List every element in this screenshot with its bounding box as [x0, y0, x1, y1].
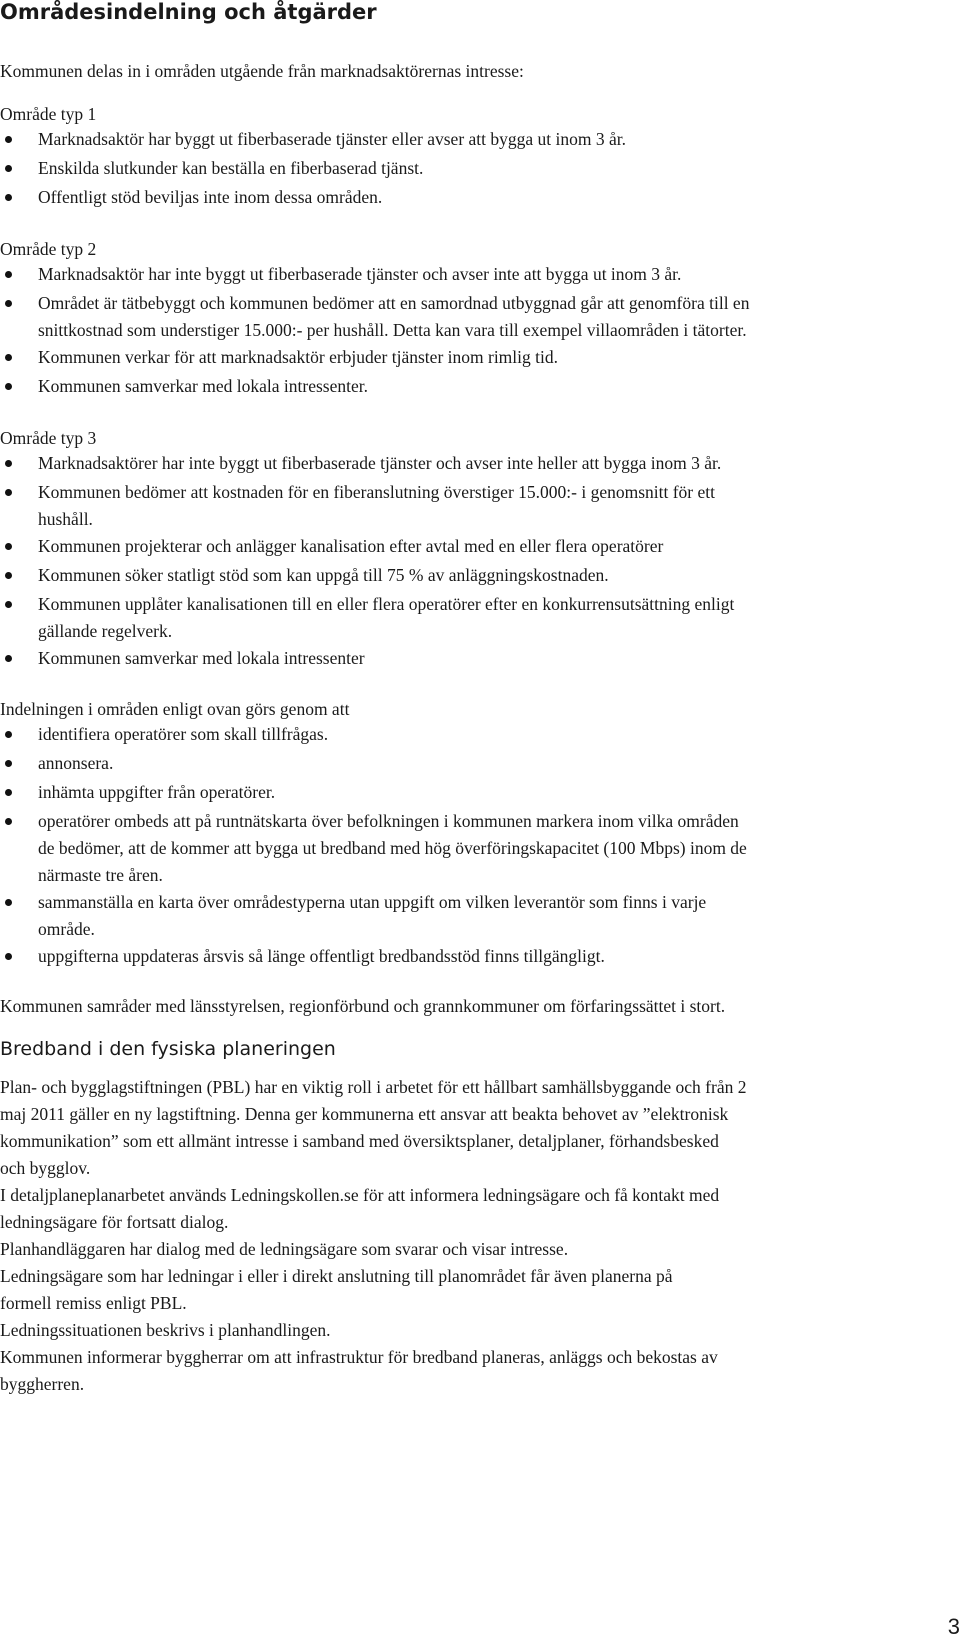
bullet-icon: [5, 354, 12, 361]
list-item: Marknadsaktör har inte byggt ut fiberbaserade tjänster och avser inte att bygga ut inom 3 år.: [38, 264, 682, 284]
bullet-icon: [5, 460, 12, 467]
bullet-icon: [5, 543, 12, 550]
division-intro: Indelningen i områden enligt ovan görs genom att: [0, 699, 350, 719]
paragraph-line: Ledningsägare som har ledningar i eller i direkt anslutning till planområdet får även planerna på: [0, 1266, 673, 1286]
type1-title: Område typ 1: [0, 104, 97, 124]
paragraph-line: ledningsägare för fortsatt dialog.: [0, 1212, 229, 1232]
list-item: Enskilda slutkunder kan beställa en fiberbaserad tjänst.: [38, 158, 424, 178]
list-item: inhämta uppgifter från operatörer.: [38, 782, 276, 802]
type3-title: Område typ 3: [0, 428, 97, 448]
bullet-icon: [5, 572, 12, 579]
bullet-icon: [5, 194, 12, 201]
paragraph-line: Kommunen informerar byggherrar om att infrastruktur för bredband planeras, anläggs och bekostas av: [0, 1347, 718, 1367]
list-item: Området är tätbebyggt och kommunen bedömer att en samordnad utbyggnad går att genomföra till en: [38, 293, 750, 313]
bullet-icon: [5, 655, 12, 662]
paragraph-line: Planhandläggaren har dialog med de ledningsägare som svarar och visar intresse.: [0, 1239, 569, 1259]
list-item-continuation: område.: [38, 919, 95, 939]
bullet-icon: [5, 760, 12, 767]
bullet-icon: [5, 789, 12, 796]
type2-title: Område typ 2: [0, 239, 97, 259]
list-item: Kommunen upplåter kanalisationen till en eller flera operatörer efter en konkurrensutsättning enligt: [38, 594, 735, 614]
list-item: Kommunen samverkar med lokala intressenter.: [38, 376, 368, 396]
bullet-icon: [5, 818, 12, 825]
bullet-icon: [5, 489, 12, 496]
bullet-icon: [5, 271, 12, 278]
list-item: sammanställa en karta över områdestyperna utan uppgift om vilken leverantör som finns i varje: [38, 892, 707, 912]
list-item-continuation: de bedömer, att de kommer att bygga ut bredband med hög överföringskapacitet (100 Mbps) inom de: [38, 838, 747, 858]
paragraph-line: formell remiss enligt PBL.: [0, 1293, 187, 1313]
paragraph-line: maj 2011 gäller en ny lagstiftning. Denna ger kommunerna ett ansvar att beakta behovet av ”elektronisk: [0, 1104, 729, 1124]
list-item: Kommunen bedömer att kostnaden för en fiberanslutning överstiger 15.000:- i genomsnitt för ett: [38, 482, 715, 502]
consult-text: Kommunen samråder med länsstyrelsen, regionförbund och grannkommuner om förfaringssättet i stort.: [0, 996, 726, 1016]
intro-text: Kommunen delas in i områden utgående från marknadsaktörernas intresse:: [0, 61, 524, 81]
list-item: uppgifterna uppdateras årsvis så länge offentligt bredbandsstöd finns tillgängligt.: [38, 946, 605, 966]
list-item: Kommunen söker statligt stöd som kan uppgå till 75 % av anläggningskostnaden.: [38, 565, 609, 585]
list-item: Marknadsaktör har byggt ut fiberbaserade tjänster eller avser att bygga ut inom 3 år.: [38, 129, 626, 149]
list-item-continuation: gällande regelverk.: [38, 621, 173, 641]
bullet-icon: [5, 601, 12, 608]
bullet-icon: [5, 136, 12, 143]
list-item: Kommunen projekterar och anlägger kanalisation efter avtal med en eller flera operatörer: [38, 536, 664, 556]
list-item-continuation: snittkostnad som understiger 15.000:- per hushåll. Detta kan vara till exempel villaområden i tätorter.: [38, 320, 747, 340]
subsection-heading: Bredband i den fysiska planeringen: [0, 1038, 336, 1060]
paragraph-line: Ledningssituationen beskrivs i planhandlingen.: [0, 1320, 331, 1340]
list-item: Kommunen verkar för att marknadsaktör erbjuder tjänster inom rimlig tid.: [38, 347, 558, 367]
bullet-icon: [5, 899, 12, 906]
list-item: identifiera operatörer som skall tillfrågas.: [38, 724, 329, 744]
section-heading: Områdesindelning och åtgärder: [0, 0, 377, 24]
paragraph-line: I detaljplaneplanarbetet används Ledningskollen.se för att informera ledningsägare och få kontakt med: [0, 1185, 720, 1205]
list-item: operatörer ombeds att på runtnätskarta över befolkningen i kommunen markera inom vilka områden: [38, 811, 739, 831]
bullet-icon: [5, 731, 12, 738]
paragraph-line: Plan- och bygglagstiftningen (PBL) har en viktig roll i arbetet för ett hållbart samhällsbyggande och från 2: [0, 1077, 747, 1097]
list-item: Marknadsaktörer har inte byggt ut fiberbaserade tjänster och avser inte heller att bygga inom 3 år.: [38, 453, 722, 473]
list-item: Offentligt stöd beviljas inte inom dessa områden.: [38, 187, 383, 207]
bullet-icon: [5, 953, 12, 960]
paragraph-line: och bygglov.: [0, 1158, 91, 1178]
list-item: Kommunen samverkar med lokala intressenter: [38, 648, 365, 668]
bullet-icon: [5, 383, 12, 390]
bullet-icon: [5, 165, 12, 172]
list-item: annonsera.: [38, 753, 114, 773]
list-item-continuation: närmaste tre åren.: [38, 865, 163, 885]
paragraph-line: kommunikation” som ett allmänt intresse i samband med översiktsplaner, detaljplaner, förhandsbesked: [0, 1131, 719, 1151]
list-item-continuation: hushåll.: [38, 509, 93, 529]
page-number: 3: [947, 1614, 960, 1639]
paragraph-line: byggherren.: [0, 1374, 85, 1394]
bullet-icon: [5, 300, 12, 307]
